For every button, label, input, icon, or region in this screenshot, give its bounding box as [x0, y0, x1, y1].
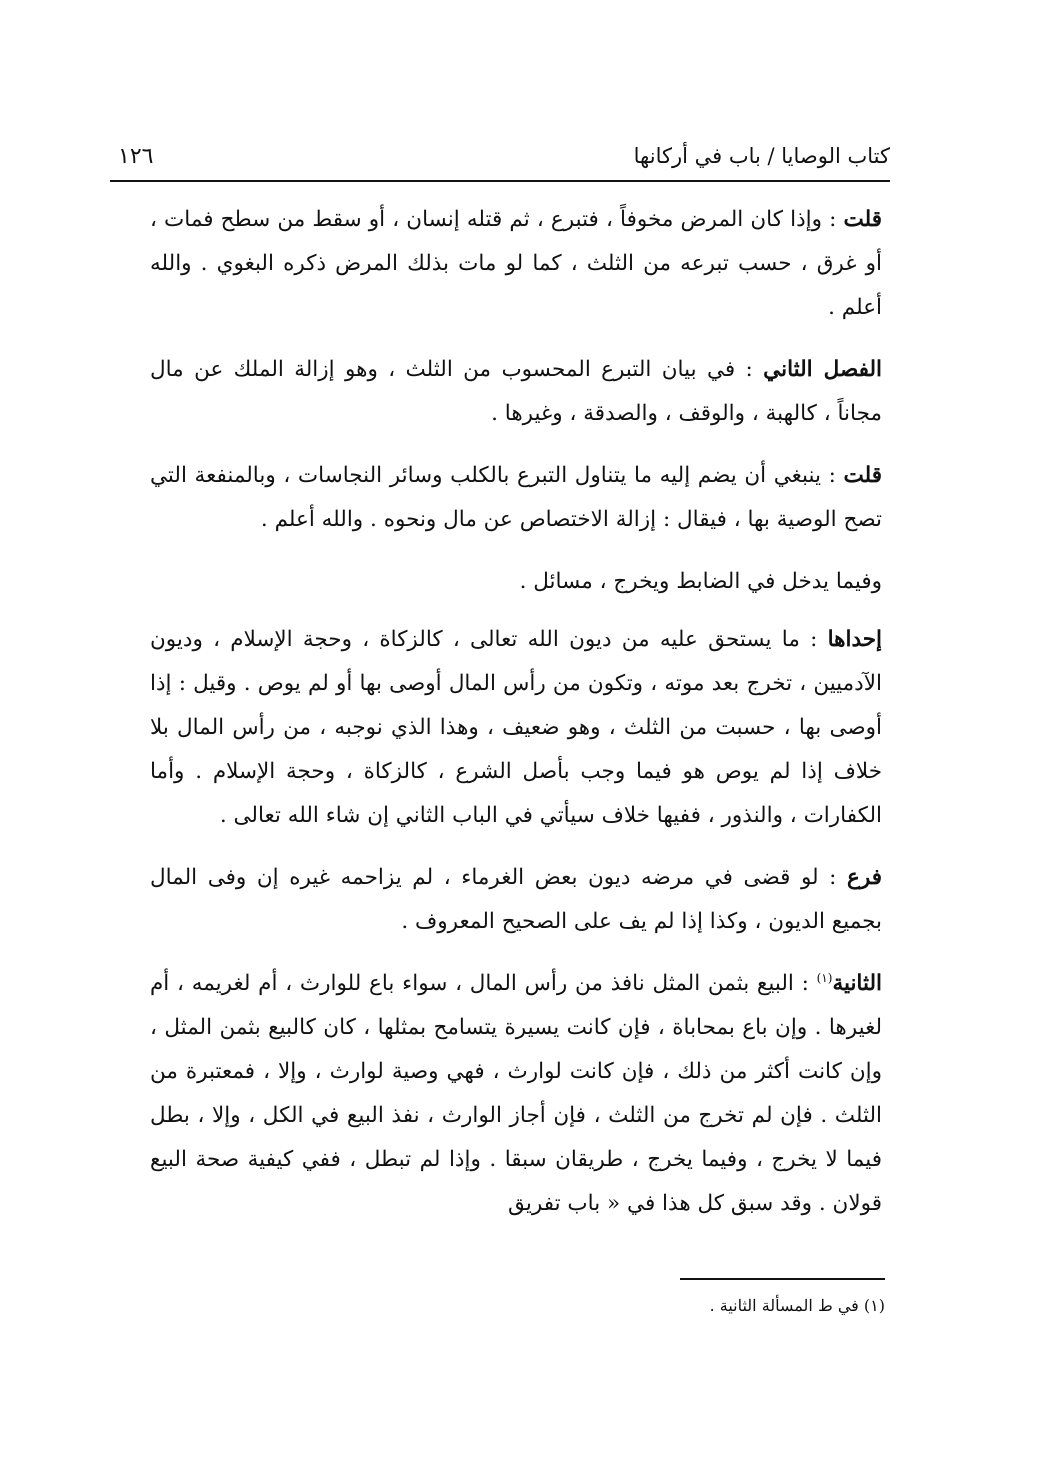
paragraph-text: : البيع بثمن المثل نافذ من رأس المال ، سواء باع للوارث ، أم لغريمه ، أم لغيرها . وإن باع بمحاباة ، فإن كانت يسيرة يتسامح بمثلها ، كان كالبيع بثمن المثل ، وإن كانت أكثر من ذلك ، فإن كانت لوارث ، فهي وصية لوارث ، وإلا ، فمعتبرة من الثلث . فإن لم تخرج من الثلث ، فإن أجاز الوارث ، نفذ البيع في الكل ، وإلا ، بطل فيما لا يخرج ، وفيما يخرج ، طريقان سبقا . وإذا لم تبطل ، ففي كيفية صحة البيع قولان . وقد سبق كل هذا في « باب تفريق: [150, 971, 882, 1216]
page-number: ١٢٦: [118, 144, 154, 169]
header-divider: [110, 180, 890, 182]
paragraph-issues-intro: [150, 560, 882, 604]
paragraph-branch: [150, 856, 882, 944]
paragraph-lead: الثانية: [832, 971, 882, 996]
paragraph-lead: فرع: [847, 865, 882, 890]
paragraph-qult-1: [150, 198, 882, 330]
paragraph-qult-2: [150, 454, 882, 542]
paragraph-text: : في بيان التبرع المحسوب من الثلث ، وهو إزالة الملك عن مال مجاناً ، كالهبة ، والوقف ، والصدقة ، وغيرها .: [150, 357, 882, 426]
paragraph-text: وفيما يدخل في الضابط ويخرج ، مسائل .: [519, 569, 882, 594]
paragraph-text: : لو قضى في مرضه ديون بعض الغرماء ، لم يزاحمه غيره إن وفى المال بجميع الديون ، وكذا إذا لم يف على الصحيح المعروف .: [150, 865, 882, 934]
paragraph-second-chapter: [150, 348, 882, 436]
paragraph-second-issue: [150, 962, 882, 1226]
paragraph-lead: إحداها: [827, 627, 882, 652]
paragraph-text: : وإذا كان المرض مخوفاً ، فتبرع ، ثم قتله إنسان ، أو سقط من سطح فمات ، أو غرق ، حسب تبرعه من الثلث ، كما لو مات بذلك المرض ذكره البغوي . والله أعلم .: [150, 207, 882, 320]
footnote-divider: [680, 1278, 885, 1280]
footnote-reference: (١): [816, 970, 833, 985]
paragraph-text: : ينبغي أن يضم إليه ما يتناول التبرع بالكلب وسائر النجاسات ، وبالمنفعة التي تصح الوصية بها ، فيقال : إزالة الاختصاص عن مال ونحوه . والله أعلم .: [150, 463, 882, 532]
body-text: [150, 198, 882, 1244]
paragraph-lead: قلت: [843, 463, 882, 488]
paragraph-lead: قلت: [843, 207, 882, 232]
footnote: (١) في ط المسألة الثانية .: [709, 1296, 885, 1315]
paragraph-first-issue: [150, 618, 882, 838]
paragraph-text: : ما يستحق عليه من ديون الله تعالى ، كالزكاة ، وحجة الإسلام ، وديون الآدميين ، تخرج بعد موته ، وتكون من رأس المال أوصى بها أو لم يوص . وقيل : إذا أوصى بها ، حسبت من الثلث ، وهو ضعيف ، وهذا الذي نوجبه ، من رأس المال بلا خلاف إذا لم يوص هو فيما وجب بأصل الشرع ، كالزكاة ، وحجة الإسلام . وأما الكفارات ، والنذور ، ففيها خلاف سيأتي في الباب الثاني إن شاء الله تعالى .: [150, 627, 882, 828]
header-title: كتاب الوصايا / باب في أركانها: [633, 144, 890, 168]
running-header: [110, 140, 890, 176]
paragraph-lead: الفصل الثاني: [763, 357, 883, 382]
